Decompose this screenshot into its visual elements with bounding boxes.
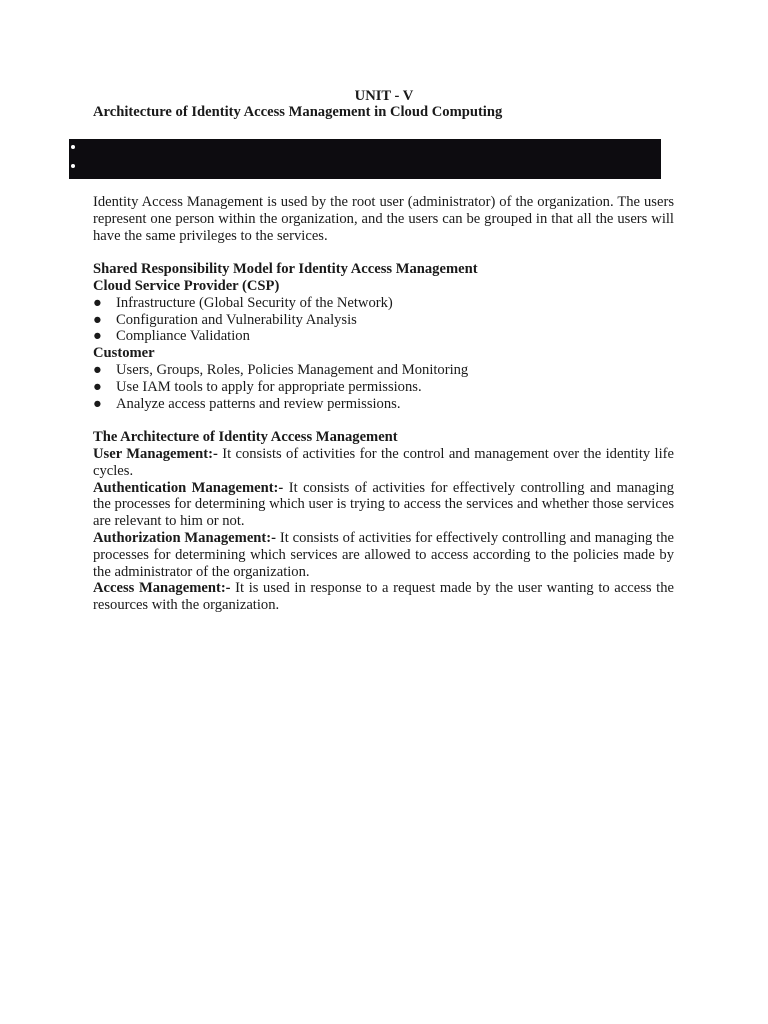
list-item: ● Users, Groups, Roles, Policies Management and Monitoring bbox=[93, 361, 469, 378]
bullet-icon: ● bbox=[93, 378, 102, 395]
list-item: ● Analyze access patterns and review permissions. bbox=[93, 395, 401, 412]
shared-model-heading: Shared Responsibility Model for Identity Access Management bbox=[93, 261, 478, 278]
user-management-paragraph: User Management:- It consists of activities for the control and management over the identity life cycles. bbox=[93, 445, 674, 479]
bullet-icon: ● bbox=[93, 328, 102, 345]
list-item: ● Compliance Validation bbox=[93, 328, 250, 345]
list-item: ● Use IAM tools to apply for appropriate permissions. bbox=[93, 378, 422, 395]
intro-paragraph: Identity Access Management is used by the root user (administrator) of the organization. The users represent one person within the organization, and the users can be grouped in that all the users will have the same privileges to the services. bbox=[93, 194, 674, 244]
customer-heading: Customer bbox=[93, 345, 155, 362]
authorization-management-paragraph: Authorization Management:- It consists of activities for effectively controlling and managing the processes for determining which services are allowed to access according to the policies made by the administrator of the organization. bbox=[93, 529, 674, 580]
document-body bbox=[93, 194, 674, 614]
bullet-icon: ● bbox=[93, 311, 102, 328]
customer-list bbox=[93, 362, 674, 412]
term-label: Authentication Management:- bbox=[93, 479, 284, 496]
term-label: Access Management:- bbox=[93, 580, 231, 597]
bullet-dot-icon bbox=[71, 164, 75, 168]
architecture-heading: The Architecture of Identity Access Management bbox=[93, 429, 398, 446]
list-item: ● Infrastructure (Global Security of the Network) bbox=[93, 294, 393, 311]
page-title: Architecture of Identity Access Management in Cloud Computing bbox=[93, 104, 503, 120]
authentication-management-paragraph: Authentication Management:- It consists of activities for effectively controlling and managing the processes for determining which user is trying to access the services and whether those services are relevant to him or not. bbox=[93, 479, 675, 530]
unit-heading: UNIT - V bbox=[354, 88, 414, 104]
redaction-bar bbox=[69, 139, 661, 179]
term-label: Authorization Management:- bbox=[93, 529, 276, 546]
access-management-paragraph: Access Management:- It is used in response to a request made by the user wanting to access the resources with the organization. bbox=[93, 580, 674, 614]
bullet-dot-icon bbox=[71, 145, 75, 149]
bullet-icon: ● bbox=[93, 294, 102, 311]
list-item: ● Configuration and Vulnerability Analysis bbox=[93, 311, 357, 328]
term-label: User Management:- bbox=[93, 445, 218, 462]
bullet-icon: ● bbox=[93, 395, 102, 412]
bullet-icon: ● bbox=[93, 361, 102, 378]
csp-heading: Cloud Service Provider (CSP) bbox=[93, 277, 280, 294]
csp-list bbox=[93, 295, 674, 345]
